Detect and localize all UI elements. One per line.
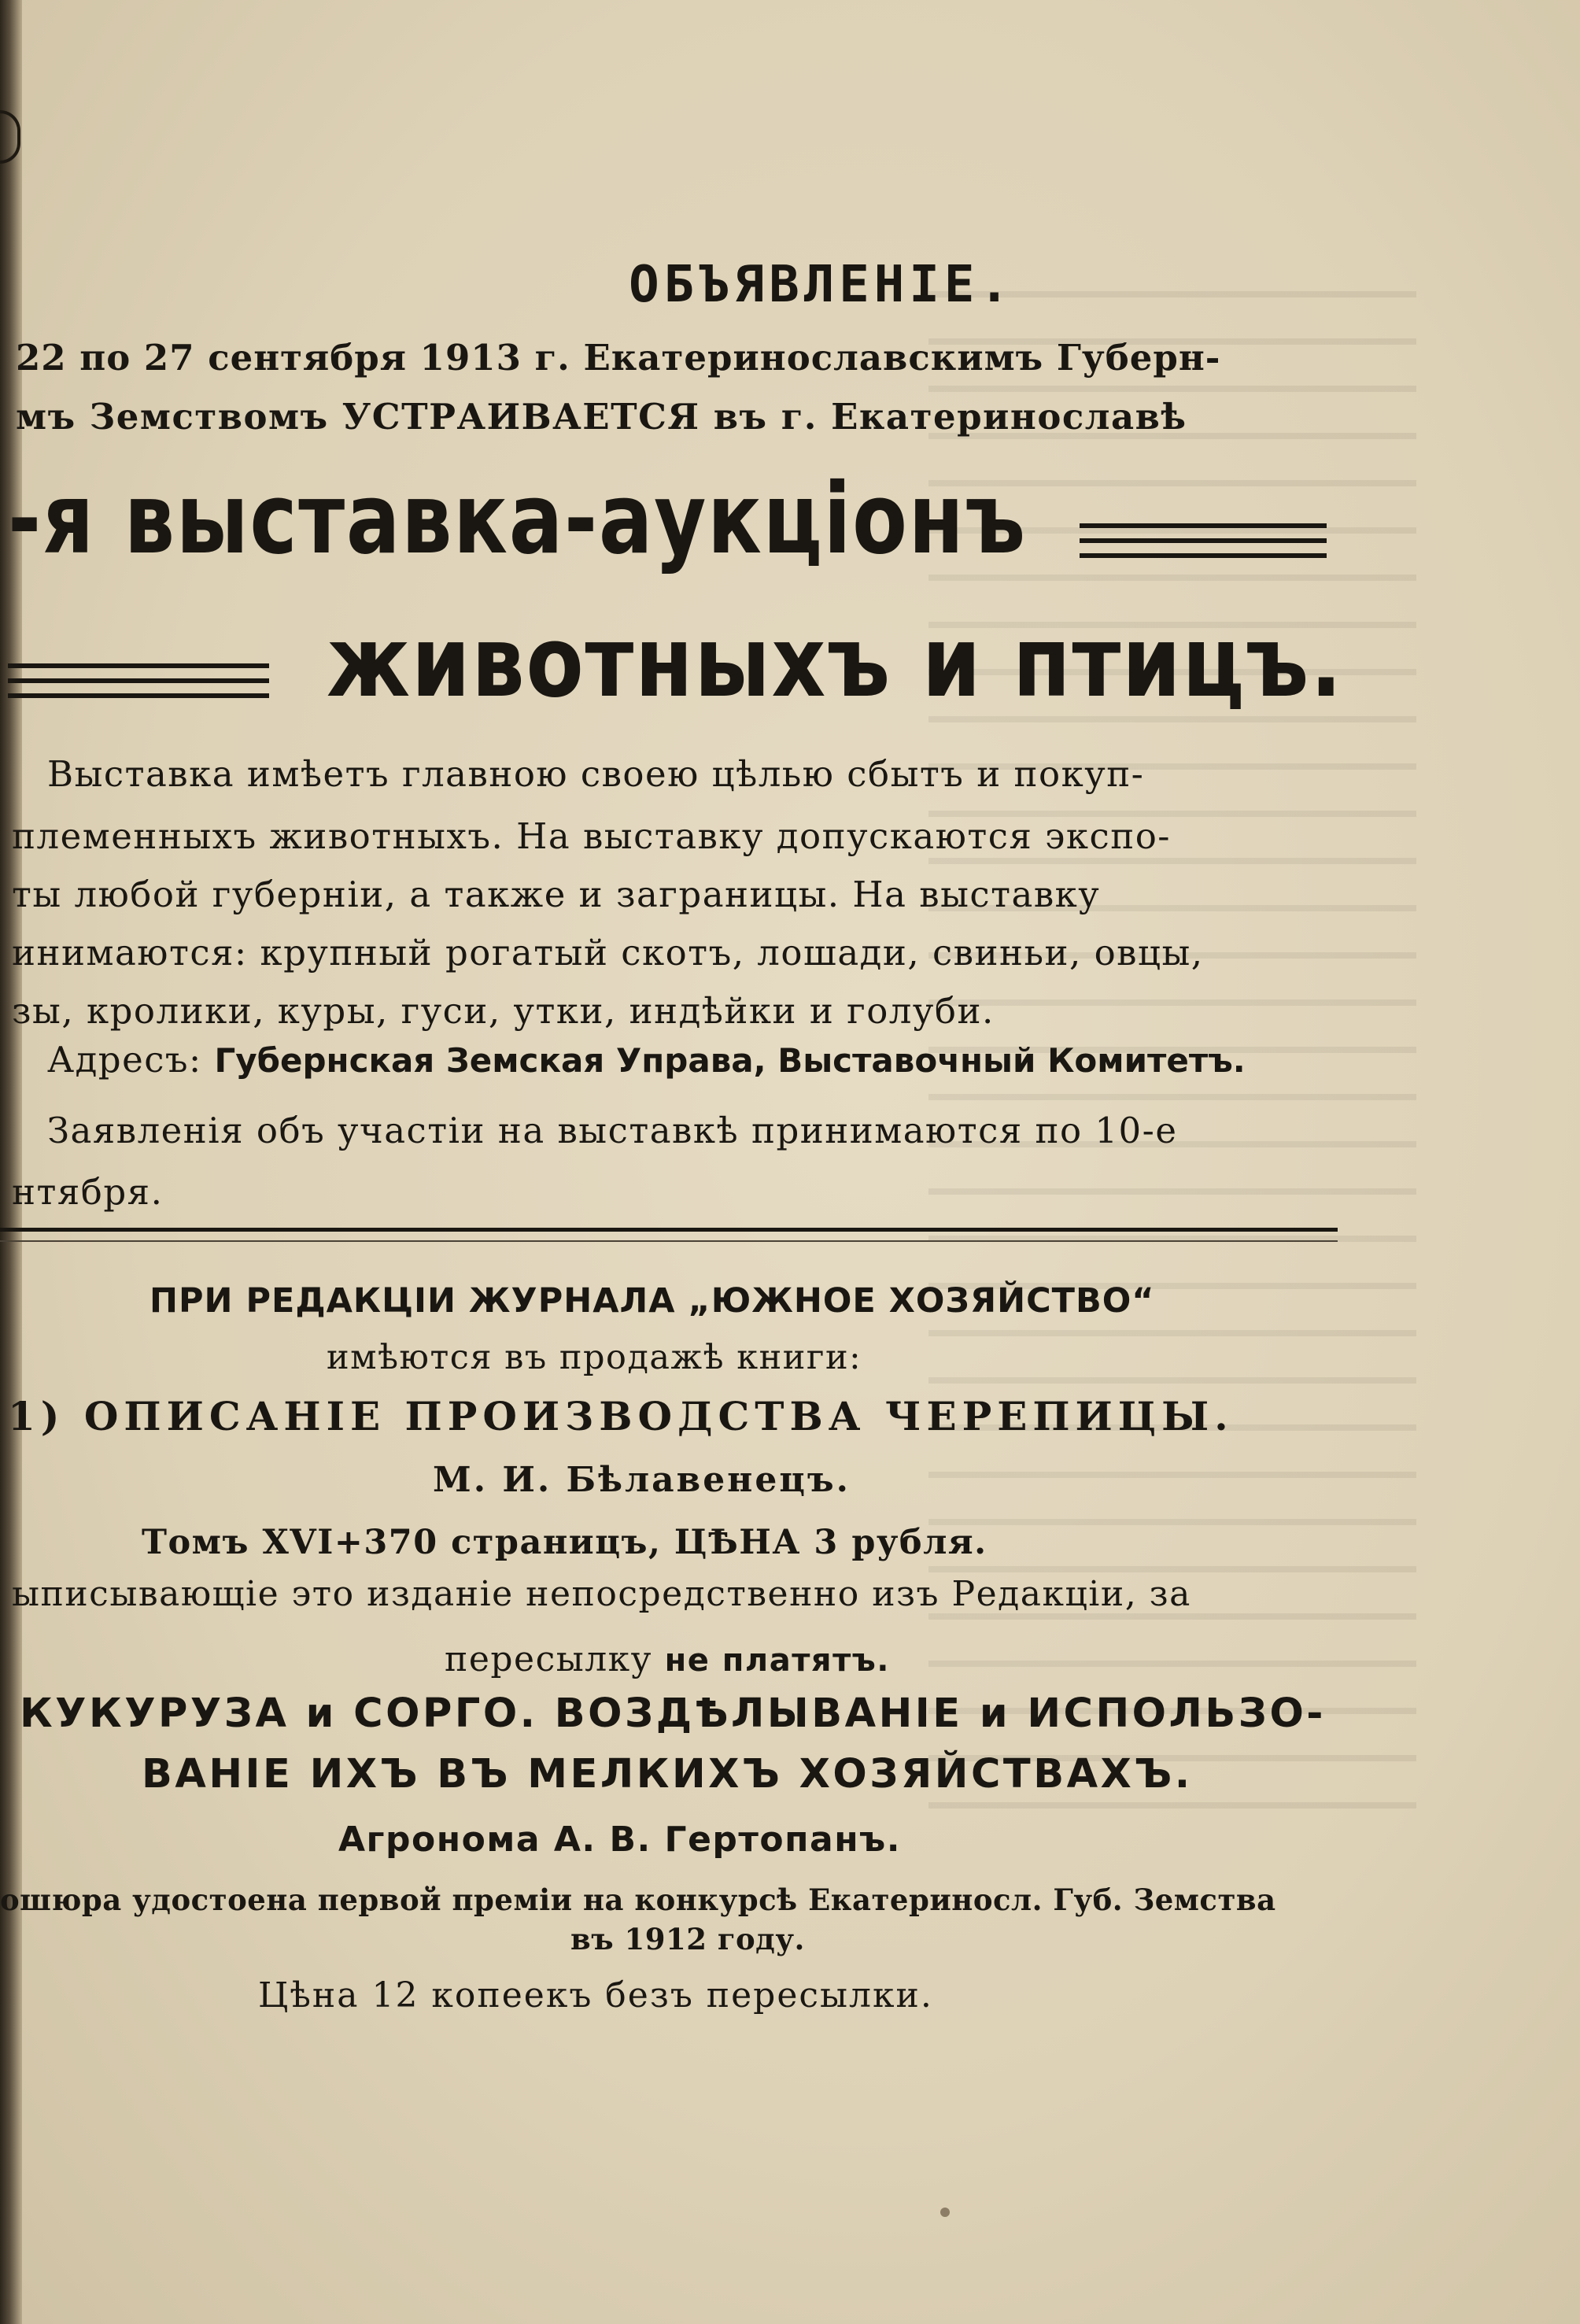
book1-note-plain: пересылку [445, 1639, 653, 1679]
description-line: инимаются: крупный рогатый скотъ, лошади, свиньи, овцы, [12, 932, 1204, 974]
applications-line: Заявленія объ участіи на выставкѣ принимаются по 10-е [47, 1110, 1178, 1151]
book2-award-line1: ошюра удостоена первой преміи на конкурсѣ Екатериносл. Губ. Земства [0, 1882, 1276, 1917]
description-line: зы, кролики, куры, гуси, утки, индѣйки и голуби. [12, 990, 995, 1032]
book1-author: М. И. Бѣлавенецъ. [433, 1460, 851, 1500]
binding-hole [0, 110, 20, 164]
address-value: Губернская Земская Управа, Выставочный Комитетъ. [214, 1041, 1246, 1080]
announcement-heading: ОБЪЯВЛЕНІЕ. [629, 256, 1014, 314]
book1-note-line1: ыписывающіе это изданіе непосредственно изъ Редакціи, за [12, 1574, 1191, 1614]
description-line: Выставка имѣетъ главною своею цѣлью сбытъ и покуп- [47, 753, 1145, 795]
book1-note-line2 [445, 1639, 890, 1679]
book2-author: Агронома А. В. Гертопанъ. [338, 1820, 901, 1860]
decorative-rules-right [1080, 523, 1327, 568]
address-line [47, 1039, 1246, 1081]
book2-price: Цѣна 12 копеекъ безъ пересылки. [258, 1975, 933, 2015]
book1-note-bold: не платятъ. [664, 1642, 890, 1679]
section-divider [0, 1228, 1338, 1232]
books-section-heading: ПРИ РЕДАКЦІИ ЖУРНАЛА „ЮЖНОЕ ХОЗЯЙСТВО“ [150, 1281, 1155, 1321]
book2-title-line1: КУКУРУЗА и СОРГО. ВОЗДѢЛЫВАНІЕ и ИСПОЛЬЗО- [20, 1690, 1326, 1737]
books-section-subheading: имѣются въ продажѣ книги: [327, 1338, 862, 1377]
book2-award-line2: въ 1912 году. [570, 1922, 805, 1956]
paper-speck [940, 2208, 950, 2217]
book1-details: Томъ XVI+370 страницъ, ЦѢНА 3 рубля. [142, 1523, 988, 1562]
section-divider-fine [0, 1240, 1338, 1242]
description-line: ты любой губерніи, а также и заграницы. На выставку [12, 874, 1101, 915]
book1-title: 1) ОПИСАНІЕ ПРОИЗВОДСТВА ЧЕРЕПИЦЫ. [8, 1393, 1234, 1439]
announcement-date-line: 22 по 27 сентября 1913 г. Екатеринославскимъ Губерн- [16, 337, 1221, 379]
announcement-organizer-line: мъ Земствомъ УСТРАИВАЕТСЯ въ г. Екатеринославѣ [16, 396, 1187, 438]
exhibition-title-line1: -я выставка-аукціонъ [8, 463, 1027, 576]
applications-line-end: нтября. [12, 1171, 164, 1213]
book2-title-line2: ВАНІЕ ИХЪ ВЪ МЕЛКИХЪ ХОЗЯЙСТВАХЪ. [142, 1751, 1193, 1797]
exhibition-title-line2: животныхъ и птицъ. [327, 606, 1344, 719]
description-line: племенныхъ животныхъ. На выставку допускаются экспо- [12, 815, 1171, 857]
decorative-rules-left [8, 663, 269, 708]
address-label: Адресъ: [47, 1039, 202, 1081]
